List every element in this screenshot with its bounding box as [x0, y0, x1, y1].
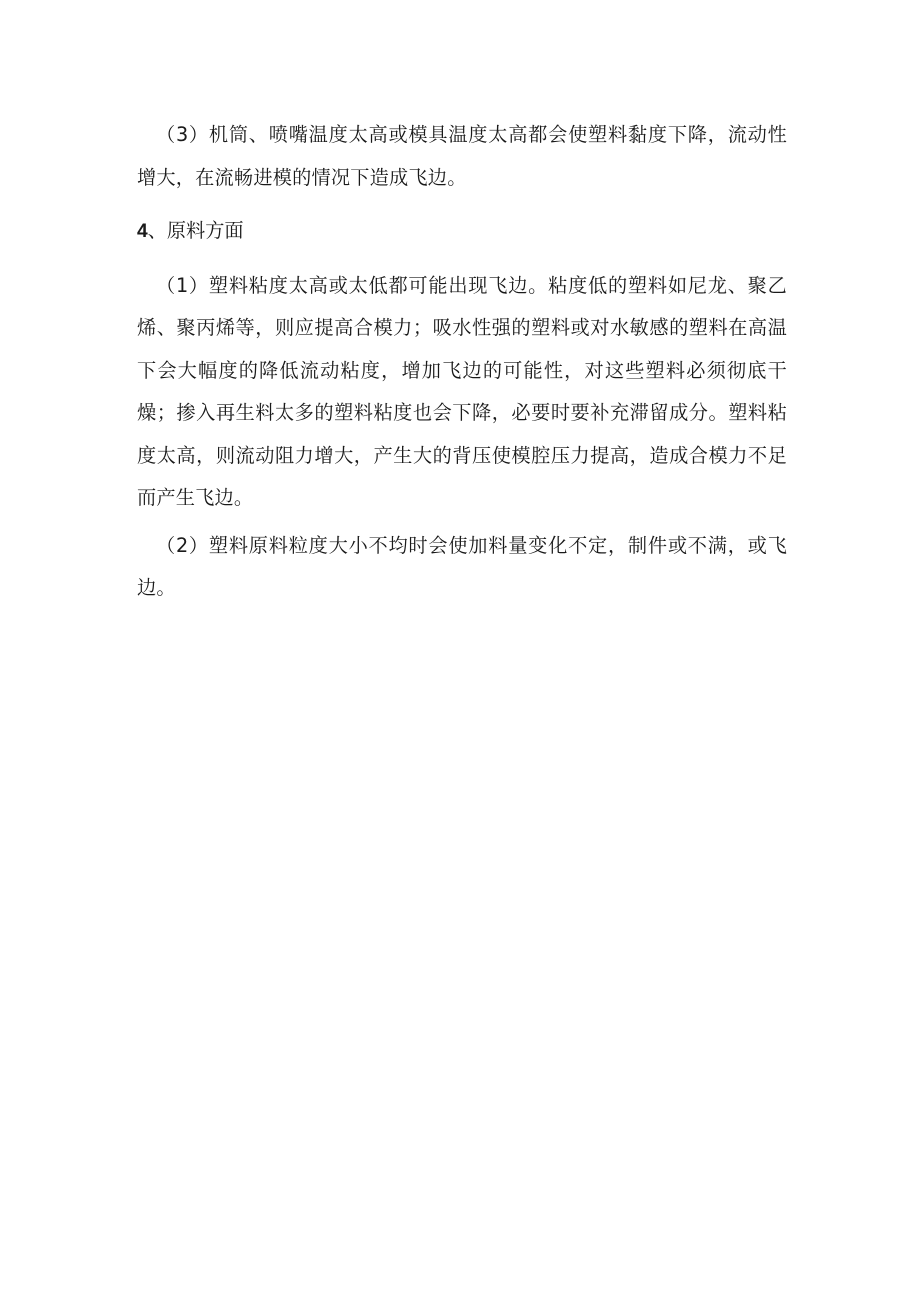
paragraph-item-2: （2）塑料原料粒度大小不均时会使加料量变化不定，制件或不满，或飞边。 — [137, 533, 787, 599]
paragraph-item-1: （1）塑料粘度太高或太低都可能出现飞边。粘度低的塑料如尼龙、聚乙烯、聚丙烯等，则应提高合模力；吸水性强的塑料或对水敏感的塑料在高温下会大幅度的降低流动粘度，增加飞边的可能性，对这些塑料必须彻底干燥；掺入再生料太多的塑料粘度也会下降，必要时要补充滞留成分。塑料粘度太高，则流动阻力增大，产生大的背压使模腔压力提高，造成合模力不足而产生飞边。 — [137, 273, 787, 509]
paragraph-item-3: （3）机筒、喷嘴温度太高或模具温度太高都会使塑料黏度下降，流动性增大，在流畅进模的情况下造成飞边。 — [137, 123, 787, 189]
section-title: 、原料方面 — [147, 219, 244, 242]
section-number: 4 — [137, 221, 148, 242]
document-body — [137, 114, 787, 610]
section-heading — [137, 210, 787, 254]
